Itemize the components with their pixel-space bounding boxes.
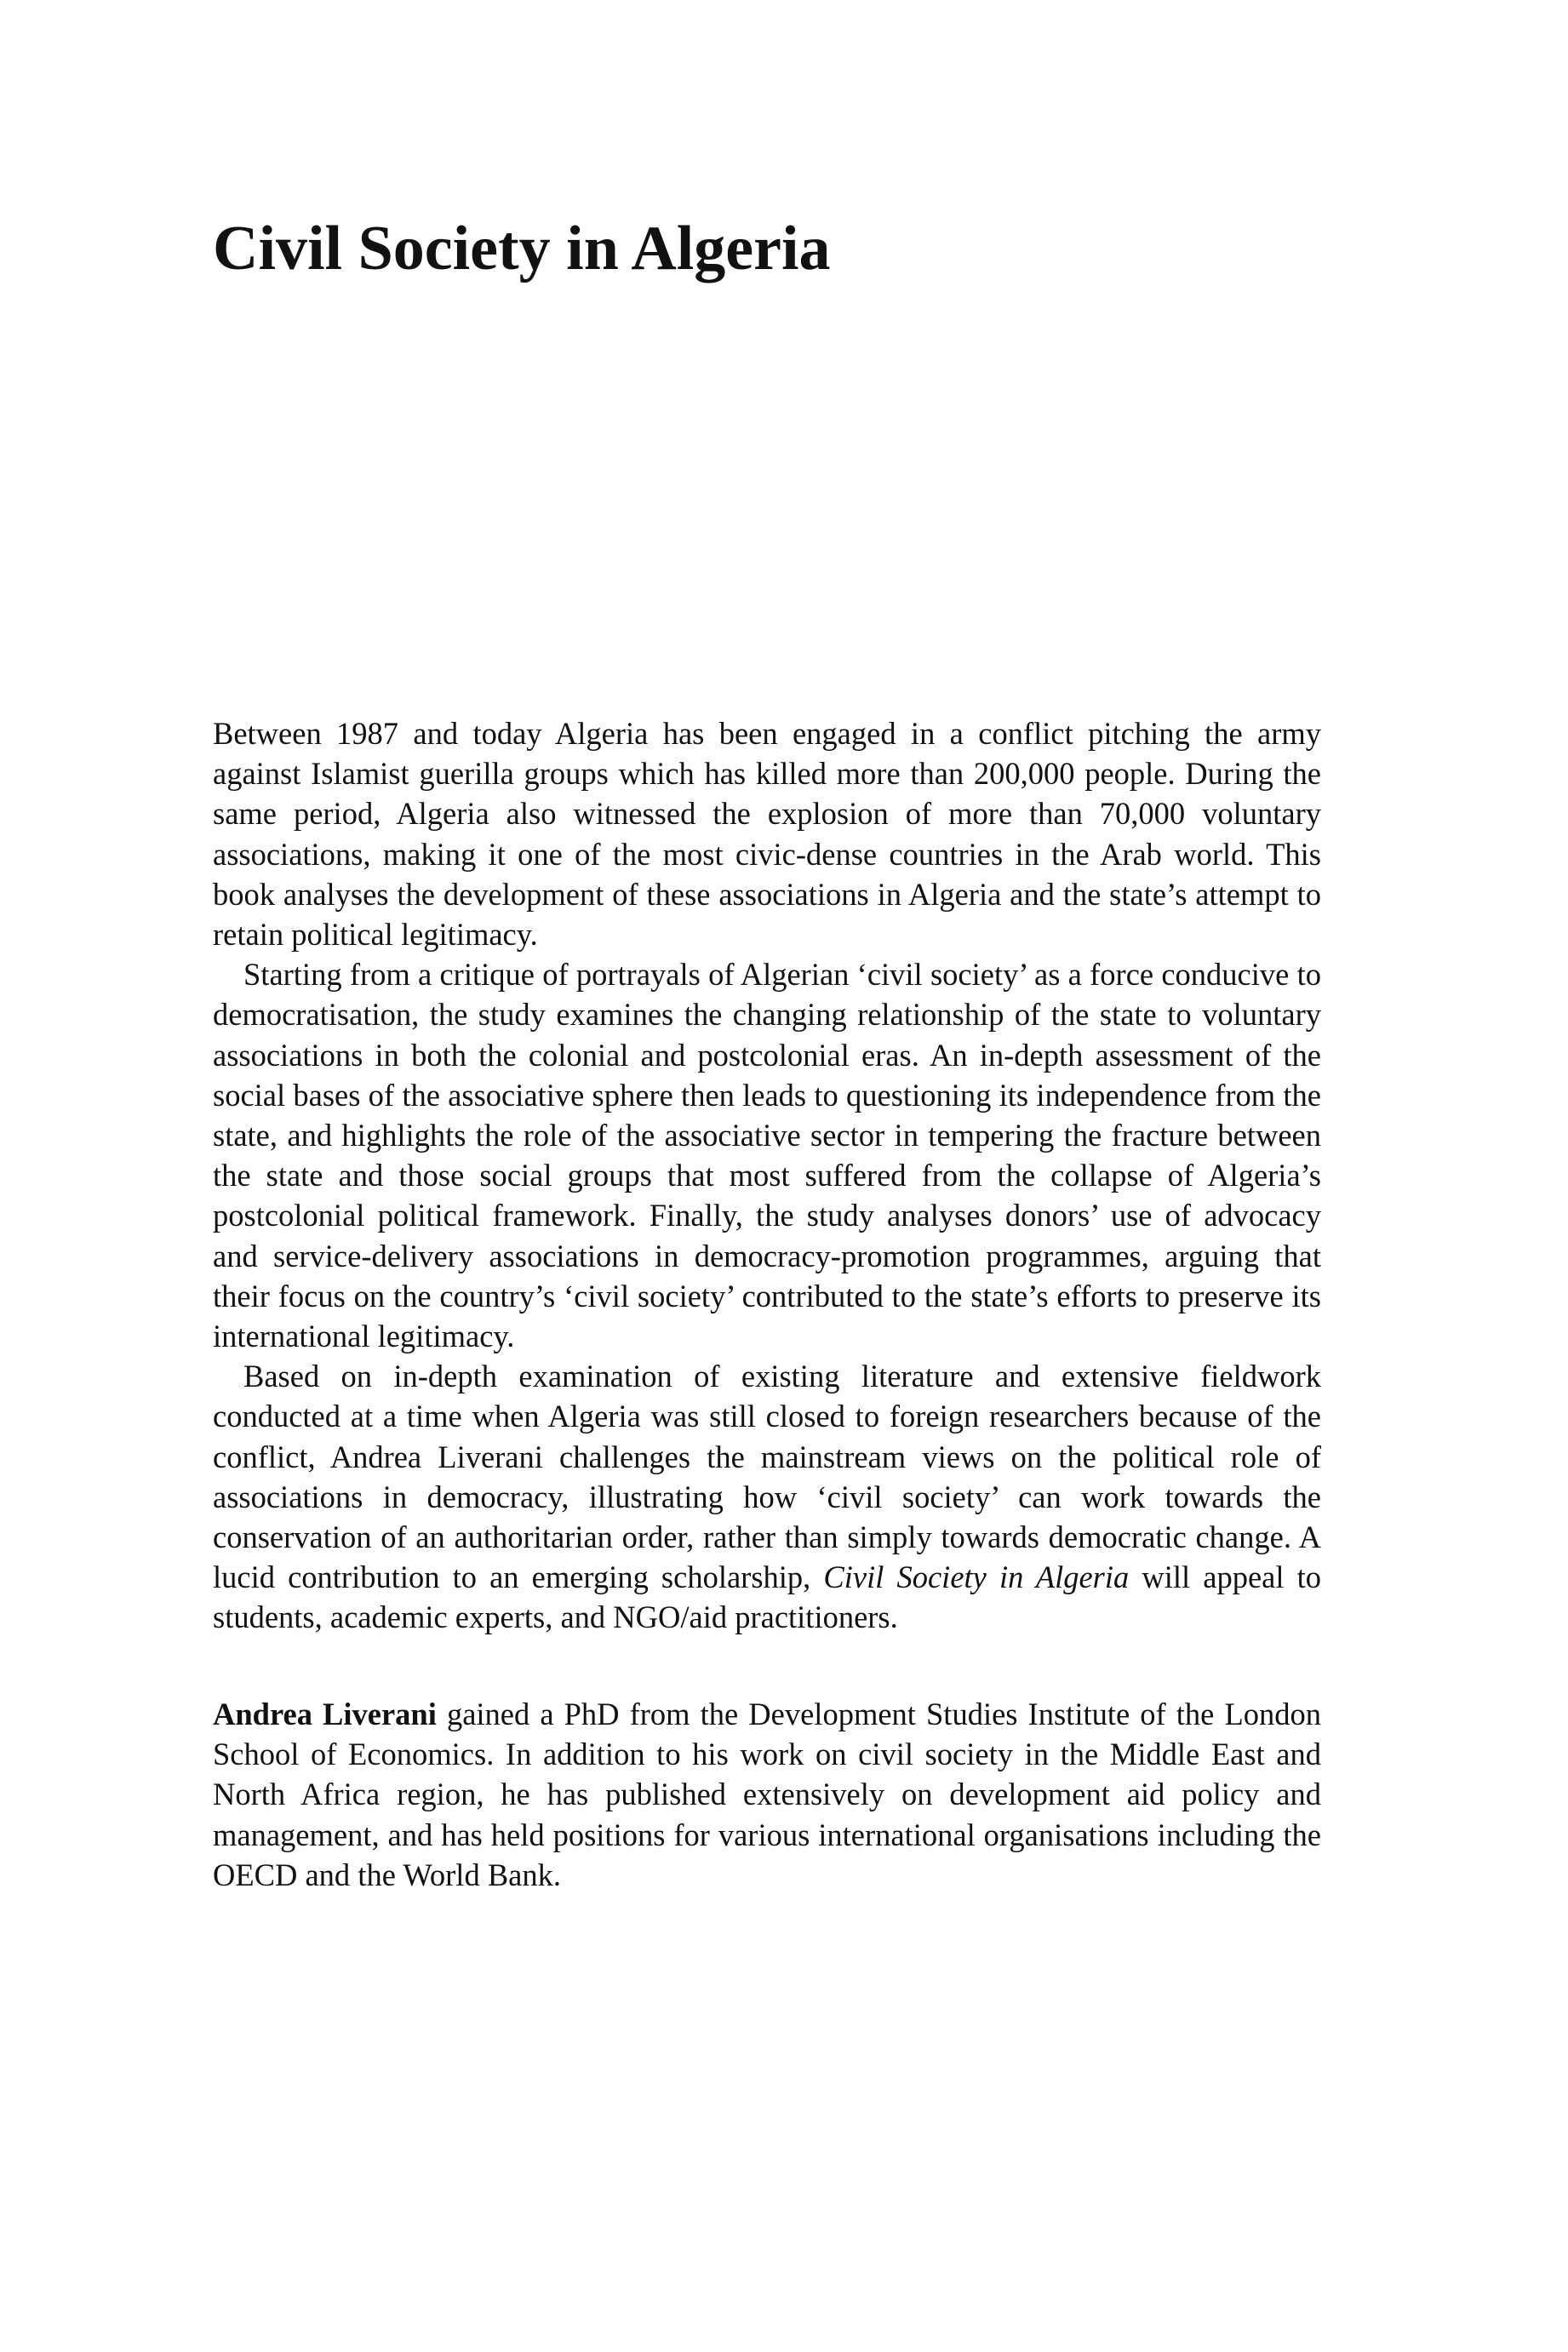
description-paragraph-2: Starting from a critique of portrayals of Algerian ‘civil society’ as a force conducive to democratisation, the study examines the changing relationship of the state to voluntary associations in both the colonial and postcolonial eras. An in-depth assessment of the social bases of the associative sphere then leads to questioning its independence from the state, and highlights the role of the associative sector in tempering the fracture between the state and those social groups that most suffered from the collapse of Algeria’s postcolonial political framework. Finally, the study analyses donors’ use of advocacy and service-delivery associations in democracy-promotion programmes, arguing that their focus on the country’s ‘civil society’ contributed to the state’s efforts to preserve its international legitimacy. [213,957,1321,1354]
book-title: Civil Society in Algeria [213,214,831,283]
description-paragraph-3 [213,1356,1321,1637]
paragraph-3-text-start: Based on in-depth examination of existing literature and extensive fieldwork conducted at a time when Algeria was still closed to foreign researchers because of the conflict, Andrea Liverani challenges the mainstream views on the political role of associations in democracy, illustrating how ‘civil society’ can work towards the conservation of an authoritarian order, rather than simply towards democratic change. A lucid contribution to an emerging scholarship, [213,1359,1321,1595]
author-bio-text: gained a PhD from the Development Studies Institute of the London School of Economics. In addition to his work on civil society in the Middle East and North Africa region, he has published extensively on development aid policy and management, and has held positions for various international organisations including the OECD and the World Bank. [213,1697,1321,1892]
description-paragraph-1: Between 1987 and today Algeria has been engaged in a conflict pitching the army against Islamist guerilla groups which has killed more than 200,000 people. During the same period, Algeria also witnessed the explosion of more than 70,000 voluntary associations, making it one of the most civic-dense countries in the Arab world. This book analyses the development of these associations in Algeria and the state’s attempt to retain political legitimacy. [213,716,1321,953]
author-bio [213,1694,1321,1895]
book-title-italic: Civil Society in Algeria [823,1559,1130,1595]
paragraph-3-text-end: will appeal to students, academic experts, and NGO/aid practitioners. [213,1559,1321,1635]
author-name: Andrea Liverani [213,1697,437,1731]
book-description [213,713,1321,1638]
